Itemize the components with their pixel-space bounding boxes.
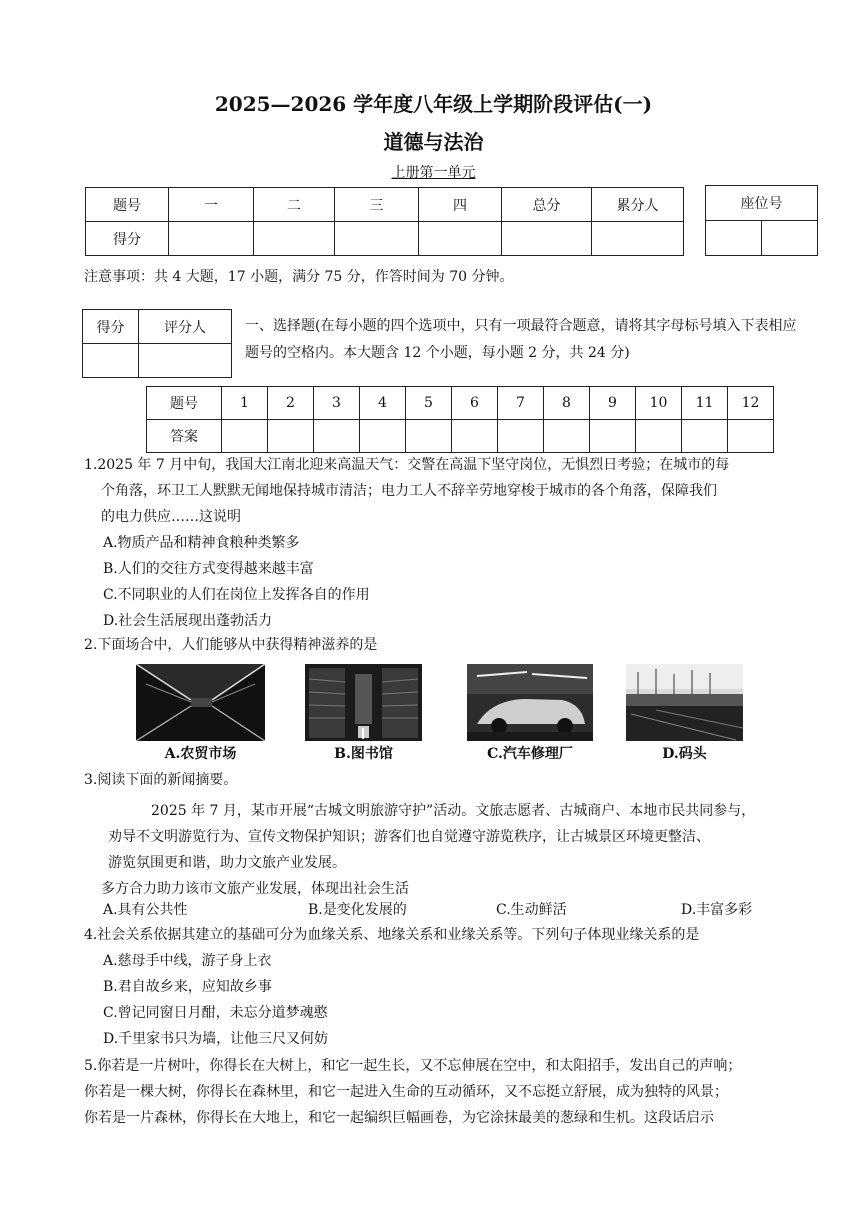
question-4-option-d: D.千里家书只为墙，让他三尺又何妨 bbox=[103, 1031, 329, 1047]
seat-number-table bbox=[705, 185, 818, 256]
grader-name-cell[interactable] bbox=[139, 344, 232, 378]
answer-cell[interactable] bbox=[222, 420, 268, 453]
question-3-option-a: A.具有公共性 bbox=[103, 902, 188, 918]
question-3-prompt: 多方合力助力该市文旅产业发展，体现出社会生活 bbox=[101, 881, 409, 897]
question-number: 3 bbox=[314, 387, 360, 420]
answer-cell[interactable] bbox=[590, 420, 636, 453]
seat-number-cell[interactable] bbox=[706, 221, 762, 256]
question-number: 2 bbox=[268, 387, 314, 420]
question-3-options bbox=[103, 897, 793, 923]
question-number: 1 bbox=[222, 387, 268, 420]
exam-scope: 上册第一单元 bbox=[391, 165, 476, 181]
answer-cell[interactable] bbox=[498, 420, 544, 453]
answer-cell[interactable] bbox=[544, 420, 590, 453]
score-table-cell: 得分 bbox=[86, 222, 169, 256]
question-3-option-b: B.是变化发展的 bbox=[308, 902, 407, 918]
question-number: 10 bbox=[636, 387, 682, 420]
question-1 bbox=[84, 452, 794, 634]
question-number: 8 bbox=[544, 387, 590, 420]
seat-number-cell[interactable] bbox=[762, 221, 818, 256]
question-1-option-a: A.物质产品和精神食粮种类繁多 bbox=[103, 535, 300, 551]
garage-photo bbox=[467, 664, 593, 741]
answer-cell[interactable] bbox=[360, 420, 406, 453]
subject-title: 道德与法治 bbox=[383, 130, 484, 154]
question-4 bbox=[84, 922, 794, 1052]
score-table-cell: 二 bbox=[254, 188, 335, 222]
grader-score-cell[interactable] bbox=[83, 344, 139, 378]
question-4-option-a: A.慈母手中线，游子身上衣 bbox=[103, 953, 272, 969]
question-1-option-d: D.社会生活展现出蓬勃活力 bbox=[103, 613, 273, 629]
news-line: 2025 年 7 月，某市开展“古城文明旅游守护”活动。文旅志愿者、古城商户、本地市民共同参与， bbox=[151, 803, 756, 819]
answer-cell[interactable] bbox=[268, 420, 314, 453]
news-line: 劝导不文明游览行为、宣传文物保护知识；游客们也自觉遵守游览秩序，让古城景区环境更整洁、 bbox=[108, 829, 710, 845]
question-2-stem: 2.下面场合中，人们能够从中获得精神滋养的是 bbox=[84, 637, 378, 653]
question-5-line: 你若是一棵大树，你得长在森林里，和它一起进入生命的互动循环，又不忘挺立舒展，成为独特的风景； bbox=[84, 1084, 728, 1100]
score-table bbox=[85, 187, 684, 256]
image-caption-b: B.图书馆 bbox=[334, 746, 393, 762]
exam-notice: 注意事项：共 4 大题，17 小题，满分 75 分，作答时间为 70 分钟。 bbox=[84, 269, 514, 285]
question-number: 4 bbox=[360, 387, 406, 420]
library-photo bbox=[305, 664, 422, 741]
grader-table bbox=[82, 309, 232, 378]
question-4-stem: 4.社会关系依据其建立的基础可分为血缘关系、地缘关系和业缘关系等。下列句子体现业缘关系的是 bbox=[84, 927, 700, 943]
image-caption-c: C.汽车修理厂 bbox=[487, 746, 573, 762]
question-3-option-c: C.生动鲜活 bbox=[496, 902, 567, 918]
question-number: 6 bbox=[452, 387, 498, 420]
answer-cell[interactable] bbox=[314, 420, 360, 453]
score-table-cell: 三 bbox=[335, 188, 419, 222]
dock-photo bbox=[626, 664, 743, 741]
exam-title: 2025—2026 学年度八年级上学期阶段评估(一) bbox=[214, 92, 653, 116]
question-number: 11 bbox=[682, 387, 728, 420]
score-table-header-row bbox=[86, 188, 684, 222]
question-3-option-d: D.丰富多彩 bbox=[681, 902, 753, 918]
score-table-cell: 四 bbox=[419, 188, 502, 222]
seat-number-label: 座位号 bbox=[706, 186, 818, 221]
news-line: 游览氛围更和谐，助力文旅产业发展。 bbox=[108, 855, 346, 871]
question-4-option-b: B.君自故乡来，应知故乡事 bbox=[103, 979, 272, 995]
score-input-cell[interactable] bbox=[169, 222, 254, 256]
question-1-option-c: C.不同职业的人们在岗位上发挥各自的作用 bbox=[103, 587, 370, 603]
answer-cell[interactable] bbox=[406, 420, 452, 453]
question-5-line: 你若是一片森林，你得长在大地上，和它一起编织巨幅画卷，为它涂抹最美的葱绿和生机。这段话启示 bbox=[84, 1110, 714, 1126]
question-1-stem-line: 1.2025 年 7 月中旬，我国大江南北迎来高温天气：交警在高温下坚守岗位，无惧烈日考验；在城市的每 bbox=[84, 457, 730, 473]
question-1-option-b: B.人们的交往方式变得越来越丰富 bbox=[103, 561, 314, 577]
question-number: 12 bbox=[728, 387, 774, 420]
answer-cell[interactable] bbox=[728, 420, 774, 453]
question-number: 9 bbox=[590, 387, 636, 420]
score-table-cell: 一 bbox=[169, 188, 254, 222]
question-1-stem-line: 的电力供应……这说明 bbox=[101, 509, 241, 525]
question-number: 7 bbox=[498, 387, 544, 420]
question-5 bbox=[84, 1053, 794, 1131]
score-table-score-row bbox=[86, 222, 684, 256]
score-table-cell: 题号 bbox=[86, 188, 169, 222]
question-number: 5 bbox=[406, 387, 452, 420]
question-3 bbox=[84, 767, 794, 902]
score-input-cell[interactable] bbox=[419, 222, 502, 256]
question-1-stem-line: 个角落，环卫工人默默无闻地保持城市清洁；电力工人不辞辛劳地穿梭于城市的各个角落，保障我们 bbox=[101, 483, 717, 499]
answer-cell[interactable] bbox=[636, 420, 682, 453]
answer-cell[interactable] bbox=[682, 420, 728, 453]
score-table-cell: 总分 bbox=[502, 188, 592, 222]
question-4-option-c: C.曾记同窗日月酣，未忘分道梦魂憨 bbox=[103, 1005, 328, 1021]
score-input-cell[interactable] bbox=[335, 222, 419, 256]
answer-cell[interactable] bbox=[452, 420, 498, 453]
image-caption-a: A.农贸市场 bbox=[164, 746, 237, 762]
answer-table bbox=[146, 386, 774, 453]
grader-name-label: 评分人 bbox=[139, 310, 232, 344]
section-1-instructions: 一、选择题(在每小题的四个选项中，只有一项最符合题意，请将其字母标号填入下表相应题号的空格内。本大题含 12 个小题，每小题 2 分，共 24 分) bbox=[245, 318, 797, 361]
image-caption-d: D.码头 bbox=[662, 746, 707, 762]
answer-table-header-label: 题号 bbox=[147, 387, 222, 420]
market-photo bbox=[136, 664, 265, 741]
score-input-cell[interactable] bbox=[502, 222, 592, 256]
score-table-cell: 累分人 bbox=[592, 188, 684, 222]
question-3-stem: 3.阅读下面的新闻摘要。 bbox=[84, 772, 238, 788]
score-input-cell[interactable] bbox=[592, 222, 684, 256]
grader-score-label: 得分 bbox=[83, 310, 139, 344]
answer-row-label: 答案 bbox=[147, 420, 222, 453]
question-5-line: 5.你若是一片树叶，你得长在大树上，和它一起生长，又不忘伸展在空中，和太阳招手，发出自己的声响； bbox=[84, 1058, 742, 1074]
score-input-cell[interactable] bbox=[254, 222, 335, 256]
